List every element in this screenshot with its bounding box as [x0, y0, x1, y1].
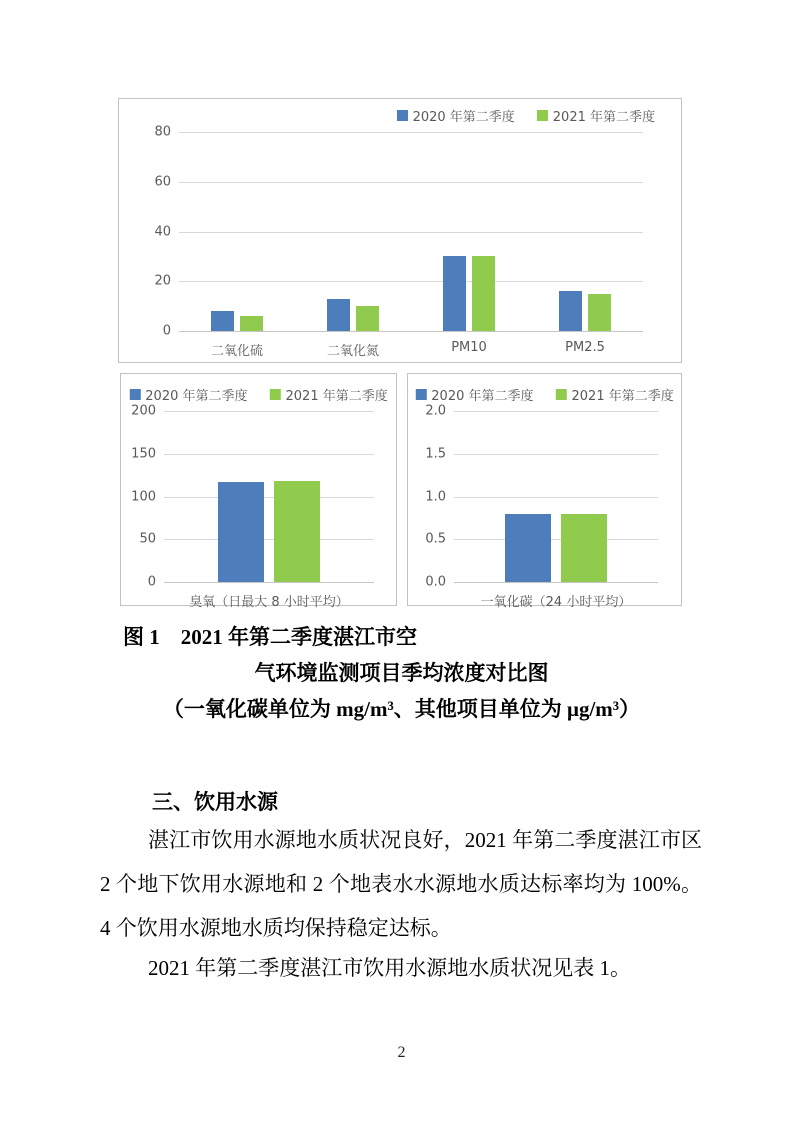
bar: [559, 291, 582, 331]
legend-label: 2021 年第二季度: [552, 110, 655, 125]
legend-label: 2020 年第二季度: [431, 389, 534, 404]
carbon-monoxide-bar-chart: [407, 373, 682, 610]
legend-swatch: [415, 389, 426, 400]
legend-label: 2020 年第二季度: [412, 110, 515, 125]
legend-item: [537, 106, 655, 125]
gridline: [164, 582, 374, 583]
legend-swatch: [397, 110, 408, 121]
bar: [274, 481, 320, 582]
air-pollutants-bar-chart: [118, 98, 682, 363]
gridline: [454, 454, 658, 455]
category-label: PM2.5: [565, 340, 605, 355]
y-tick-label: 100: [131, 489, 156, 504]
figure-caption-line2: 气环境监测项目季均浓度对比图: [254, 661, 549, 685]
bar: [588, 294, 611, 331]
gridline: [454, 582, 658, 583]
gridline: [454, 497, 658, 498]
y-tick-label: 0: [147, 574, 156, 590]
gridline: [164, 411, 374, 412]
y-tick-label: 1.5: [425, 446, 446, 462]
gridline: [179, 182, 643, 183]
body-paragraph-1: 湛江市饮用水源地水质状况良好，2021 年第二季度湛江市区 2 个地下饮用水源地和 2 个地表水水源地水质达标率均为 100%。4 个饮用水源地水质均保持稳定达标。: [100, 828, 702, 940]
category-label: PM10: [451, 340, 487, 355]
y-tick-label: 0.0: [425, 574, 446, 590]
category-label: 二氧化硫: [210, 344, 264, 359]
bar: [505, 514, 551, 582]
y-tick-label: 60: [154, 174, 171, 190]
bar: [211, 311, 234, 331]
chart-legend: [397, 106, 655, 125]
figure-caption-line1: 图 1 2021 年第二季度湛江市空: [123, 625, 417, 649]
legend-label: 2021 年第二季度: [285, 389, 388, 404]
bar: [356, 306, 379, 331]
legend-item: [415, 385, 533, 404]
gridline: [179, 281, 643, 282]
legend-swatch: [537, 110, 548, 121]
gridline: [164, 497, 374, 498]
legend-item: [270, 385, 388, 404]
bar: [218, 482, 264, 582]
y-tick-label: 40: [154, 224, 171, 239]
y-tick-label: 2.0: [425, 403, 446, 419]
gridline: [454, 539, 658, 540]
gridline: [454, 411, 658, 412]
y-tick-label: 20: [154, 273, 171, 289]
category-label: 一氧化碳（24 小时平均）: [480, 595, 632, 610]
gridline: [179, 331, 643, 332]
legend-swatch: [556, 389, 567, 400]
y-tick-label: 0: [162, 323, 171, 339]
legend-label: 2021 年第二季度: [571, 389, 674, 404]
y-tick-label: 1.0: [425, 489, 446, 504]
chart-legend: [415, 385, 673, 404]
gridline: [179, 132, 643, 133]
bar: [472, 256, 495, 331]
y-tick-label: 200: [131, 403, 156, 419]
ozone-bar-chart: [120, 373, 397, 610]
y-tick-label: 0.5: [425, 531, 446, 547]
chart-legend: [129, 385, 387, 404]
legend-swatch: [270, 389, 281, 400]
legend-item: [397, 106, 515, 125]
figure-caption-line3: （一氧化碳单位为 mg/m³、其他项目单位为 μg/m³）: [162, 697, 641, 721]
gridline: [164, 454, 374, 455]
bar: [561, 514, 607, 582]
bar: [240, 316, 263, 331]
y-tick-label: 50: [139, 531, 156, 547]
legend-swatch: [129, 389, 140, 400]
y-tick-label: 150: [131, 446, 156, 462]
body-paragraph-2: 2021 年第二季度湛江市饮用水源地水质状况见表 1。: [148, 956, 631, 980]
legend-label: 2020 年第二季度: [145, 389, 248, 404]
legend-item: [129, 385, 247, 404]
category-label: 臭氧（日最大 8 小时平均）: [189, 595, 349, 610]
bar: [327, 299, 350, 331]
section-heading: 三、饮用水源: [152, 790, 278, 814]
legend-item: [556, 385, 674, 404]
y-tick-label: 80: [154, 124, 171, 140]
category-label: 二氧化氮: [326, 344, 380, 359]
bar: [443, 256, 466, 331]
gridline: [179, 232, 643, 233]
page-number: 2: [397, 1044, 406, 1061]
gridline: [164, 539, 374, 540]
